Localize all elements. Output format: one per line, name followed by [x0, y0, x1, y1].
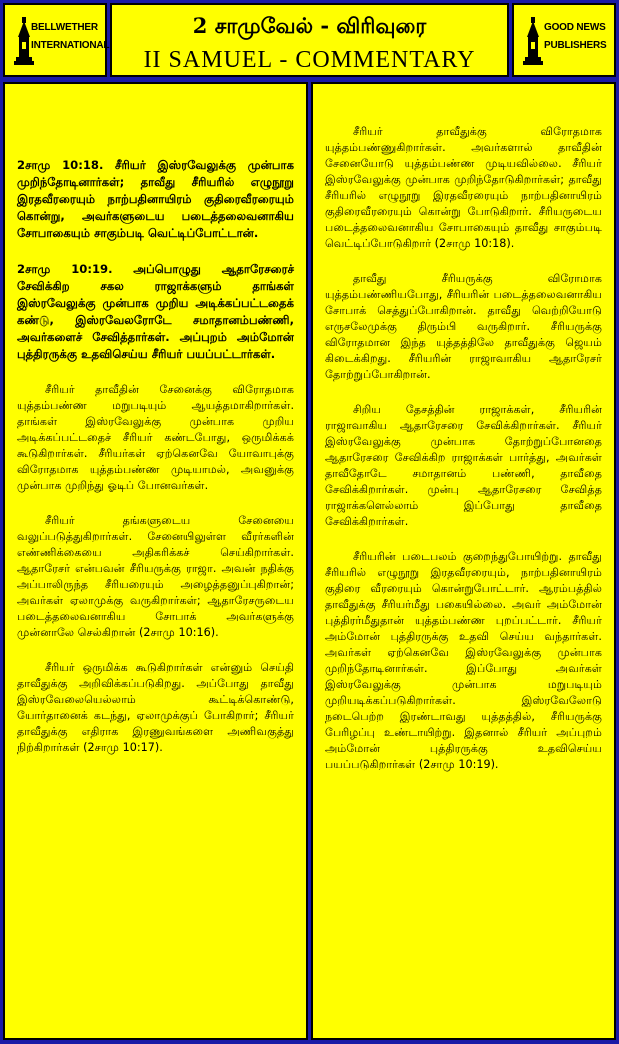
page-title — [110, 3, 509, 77]
logo-text — [544, 19, 606, 55]
right-column — [311, 82, 616, 1040]
title-tamil: 2 சாமுவேல் - விரிவுரை — [192, 13, 427, 38]
commentary-paragraph: சீரியர் தாவீதின் சேனைக்கு விரோதமாக யுத்தம்பண்ண மறுபடியும் ஆயத்தமாகிறார்கள். தாங்கள் இஸ்ரவேலுக்கு முன்பாக முறிய அடிக்கப்பட்டதைச் சீரியர் கண்டபோது, ஒருமிக்கக் கூடுகிறார்கள். சீரியர்கள் ஏற்கெனவே யோவாபுக்கு விரோதமாக யுத்தம்பண்ண முடியாமல், அவனுக்கு முன்பாக முறிந்து ஓடிப் போனவர்கள். — [17, 383, 294, 492]
verse-10-18: 2சாமு 10:18. சீரியர் இஸ்ரவேலுக்கு முன்பாக முறிந்தோடினார்கள்; தாவீது சீரியரில் எழுநூறு இரதவீரரையும் நாற்பதினாயிரம் குதிரைவீரரையும் கொன்று, அவர்களுடைய படைத்தலைவனாகிய சோபாகையும் சாகும்படி வெட்டிப்போட்டான். — [17, 158, 294, 240]
good-news-logo — [512, 3, 616, 77]
verse-10-19: 2சாமு 10:19. அப்பொழுது ஆதாரேசரைச் சேவிக்கிற சகல ராஜாக்களும் தாங்கள் இஸ்ரவேலுக்கு முன்பாக முறிய அடிக்கப்பட்டதைக் கண்டு, இஸ்ரவேலரோடே சமாதானம்பண்ணி, அவர்களைச் சேவித்தார்கள். அப்புறம் அம்மோன் புத்திரருக்கு உதவிசெய்ய சீரியர் பயப்பட்டார்கள். — [17, 262, 294, 361]
logo-line-1: BELLWETHER — [31, 22, 98, 33]
logo-line-2: PUBLISHERS — [544, 40, 607, 51]
commentary-paragraph: தாவீது சீரியருக்கு விரோமாக யுத்தம்பண்ணியபோது, சீரியரின் படைத்தலைவனாகிய சோபாக் செத்துப்போகிறான். தாவீது வெற்றியோடு எருசலேமுக்கு திரும்பி வருகிறார். சீரியருக்கு விரோதமான இந்த யுத்தத்திலே தாவீதுக்கு ஜெயம் கிடைக்கிறது. சீரியரின் ராஜாவாகிய ஆதாரேசர் தோற்றுப்போகிறான். — [325, 272, 602, 381]
logo-text — [31, 19, 109, 55]
logo-line-2: INTERNATIONAL — [31, 40, 110, 51]
logo-line-1: GOOD NEWS — [544, 22, 606, 33]
header — [0, 0, 619, 80]
bell-tower-icon — [522, 15, 544, 69]
left-column — [3, 82, 308, 1040]
title-english: II SAMUEL - COMMENTARY — [143, 47, 476, 73]
commentary-paragraph: சீரியர் தங்களுடைய சேனையை வலுப்படுத்துகிறார்கள். சேனையிலுள்ள வீரர்களின் எண்ணிக்கையை அதிகரிக்கச் செய்கிறார்கள். ஆதாரேசர் என்பவன் சீரியருக்கு ராஜா. அவன் நதிக்கு அப்பாலிருந்த சீரியரையும் அழைத்தனுப்புகிறான்; அவர்கள் ஏலாமுக்கு வருகிறார்கள்; ஆதாரேசருடைய படைத்தலைவனாகிய சோபாக் அவர்களுக்கு முன்னாலே செல்கிறான் (2சாமு 10:16). — [17, 514, 294, 639]
commentary-paragraph: சீரியரின் படைபலம் குறைந்துபோயிற்று. தாவீது சீரியரில் எழுநூறு இரதவீரரையும், நாற்பதினாயிரம் குதிரை வீரரையும் கொன்றுபோட்டார். ஆரம்பத்தில் தாவீதுக்கு சீரியர்மீது பகையில்லை. அவர் அம்மோன் புத்திரர்மீதுதான் யுத்தம்பண்ண புறப்பட்டார். சீரியர் அம்மோன் புத்திரருக்கு உதவி செய்ய வந்தார்கள். அவர்கள் ஏற்கெனவே இஸ்ரவேலுக்கு முன்பாக முறிந்தோடினார்கள். இப்போது அவர்கள் இஸ்ரவேலுக்கு முன்பாக மறுபடியும் முறியடிக்கப்படுகிறார்கள். இஸ்ரவேலோடு நடைபெற்ற இரண்டாவது யுத்தத்தில், சீரியருக்கு பேரிழப்பு உண்டாயிற்று. இதனால் சீரியர் அப்புறம் அம்மோன் புத்திரருக்கு உதவிசெய்ய பயப்படுகிறார்கள் (2சாமு 10:19). — [325, 550, 602, 771]
commentary-paragraph: சீரியர் தாவீதுக்கு விரோதமாக யுத்தம்பண்ணுகிறார்கள். அவர்களால் தாவீதின் சேனையோடு யுத்தம்பண்ண முடியவில்லை. சீரியர் இஸ்ரவேலுக்கு முன்பாக முறிந்தோடுகிறார்கள்; தாவீது சீரியரில் எழுநூறு இரதவீரரையும் நாற்பதினாயிரம் குதிரைவீரரையும் கொன்று போடுகிறார். சீரியருடைய படைத்தலைவனாகிய சோபாகையும் தாவீது சாகும்படி வெட்டிப்போடுகிறார் (2சாமு 10:18). — [325, 125, 602, 250]
commentary-paragraph: சீரியர் ஒருமிக்க கூடுகிறார்கள் என்னும் செய்தி தாவீதுக்கு அறிவிக்கப்படுகிறது. அப்போது தாவீது இஸ்ரவேலையெல்லாம் கூட்டிக்கொண்டு, யோர்தானைக் கடந்து, ஏலாமுக்குப் போகிறார்; சீரியர் தாவீதுக்கு எதிராக இரணுவங்களை அணிவகுத்து நிற்கிறார்கள் (2சாமு 10:17). — [17, 661, 294, 754]
bellwether-logo — [3, 3, 110, 77]
commentary-paragraph: சிறிய தேசத்தின் ராஜாக்கள், சீரியரின் ராஜாவாகிய ஆதாரேசரை சேவிக்கிறார்கள். சீரியர் இஸ்ரவேலுக்கு முன்பாக தோற்றுப்போனதை ஆதாரேசரை சேவிக்கிற ராஜாக்கள் பார்த்து, அவர்கள் தாவீதோடே சமாதானம் பண்ணி, தாவீதை சேவிக்கிறார்கள். முன்பு ஆதாரேசரை சேவித்த ராஜாக்களெல்லாம் இப்போது தாவீதை சேவிக்கிறார்கள். — [325, 403, 602, 528]
